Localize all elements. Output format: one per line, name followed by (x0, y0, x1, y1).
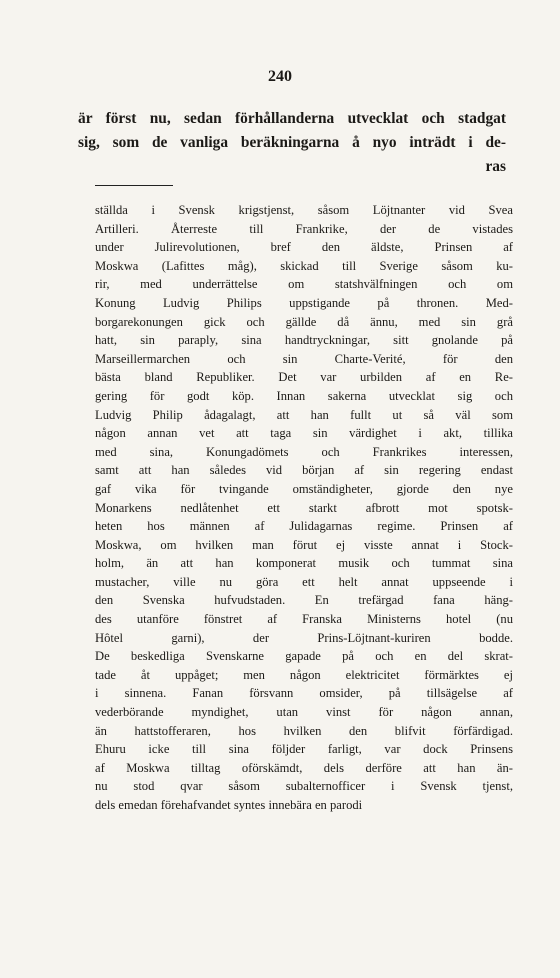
footnote-line: holm, än att han komponerat musik och tummat sina (95, 556, 513, 571)
footnote-line: den Svenska hufvudstaden. En trefärgad fana häng- (95, 593, 513, 608)
footnote (95, 201, 513, 815)
footnote-line: dels emedan förehafvandet syntes innebära en parodi (95, 798, 363, 812)
footnote-rule (95, 185, 173, 186)
footnote-line: Monarkens nedlåtenhet ett starkt afbrott mot spotsk- (95, 500, 513, 515)
footnote-line: Hôtel garni), der Prins-Löjtnant-kuriren bodde. (95, 630, 513, 645)
footnote-line: hatt, sin paraply, sina handtryckningar, sitt gnolande på (95, 333, 513, 348)
footnote-line: under Julirevolutionen, bref den äldste, Prinsen af (95, 240, 513, 255)
footnote-line: gaf vika för tvingande omständigheter, gjorde den nye (95, 481, 513, 496)
footnote-line: vederbörande myndighet, utan vinst för någon annan, (95, 705, 513, 720)
footnote-line: gering för godt köp. Innan sakerna utvecklat sig och (95, 388, 513, 403)
main-text-line: sig, som de vanliga beräkningarna å nyo inträdt i de- (78, 134, 506, 151)
footnote-line: ställda i Svensk krigstjenst, såsom Löjtnanter vid Svea (95, 203, 513, 217)
page-number: 240 (268, 68, 292, 85)
footnote-line: Marseillermarchen och sin Charte-Verité, för den (95, 351, 513, 366)
catchword: ras (485, 158, 506, 175)
footnote-line: De beskedliga Svenskarne gapade på och en del skrat- (95, 649, 513, 664)
footnote-line: samt att han således vid början af sin regering endast (95, 463, 513, 478)
footnote-line: Moskwa (Lafittes måg), skickad till Sverige såsom ku- (95, 258, 513, 273)
footnote-line: Ludvig Philip ådagalagt, att han fullt ut så väl som (95, 407, 513, 422)
footnote-line: i sinnena. Fanan försvann omsider, på tillsägelse af (95, 686, 513, 701)
footnote-line: med sina, Konungadömets och Frankrikes interessen, (95, 444, 513, 459)
footnote-line: Konung Ludvig Philips uppstigande på thronen. Med- (95, 295, 513, 310)
footnote-line: heten hos männen af Julidagarnas regime. Prinsen af (95, 519, 513, 534)
footnote-line: des utanföre fönstret af Franska Ministerns hotel (nu (95, 612, 513, 627)
main-text (78, 107, 506, 179)
footnote-line: nu stod qvar såsom subalternofficer i Svensk tjenst, (95, 779, 513, 794)
footnote-line: bästa bland Republiker. Det var urbilden af en Re- (95, 370, 513, 385)
main-text-line: är först nu, sedan förhållanderna utvecklat och stadgat (78, 110, 506, 127)
footnote-line: rir, med underrättelse om statshvälfningen och om (95, 277, 513, 292)
footnote-line: tade åt uppåget; men någon elektricitet förmärktes ej (95, 667, 513, 682)
footnote-line: än hattstofferaren, hos hvilken den blifvit förfärdigad. (95, 723, 513, 738)
footnote-line: af Moskwa tilltag oförskämdt, dels derföre att han än- (95, 760, 513, 775)
footnote-line: Moskwa, om hvilken man förut ej visste annat i Stock- (95, 537, 513, 552)
footnote-line: någon annan vet att taga sin värdighet i akt, tillika (95, 426, 513, 441)
footnote-line: Artilleri. Återreste till Frankrike, der de vistades (95, 221, 513, 236)
footnote-line: Ehuru icke till sina följder farligt, var dock Prinsens (95, 742, 513, 757)
footnote-line: borgarekonungen gick och gällde då ännu, med sin grå (95, 314, 513, 329)
footnote-line: mustacher, ville nu göra ett helt annat uppseende i (95, 574, 513, 589)
